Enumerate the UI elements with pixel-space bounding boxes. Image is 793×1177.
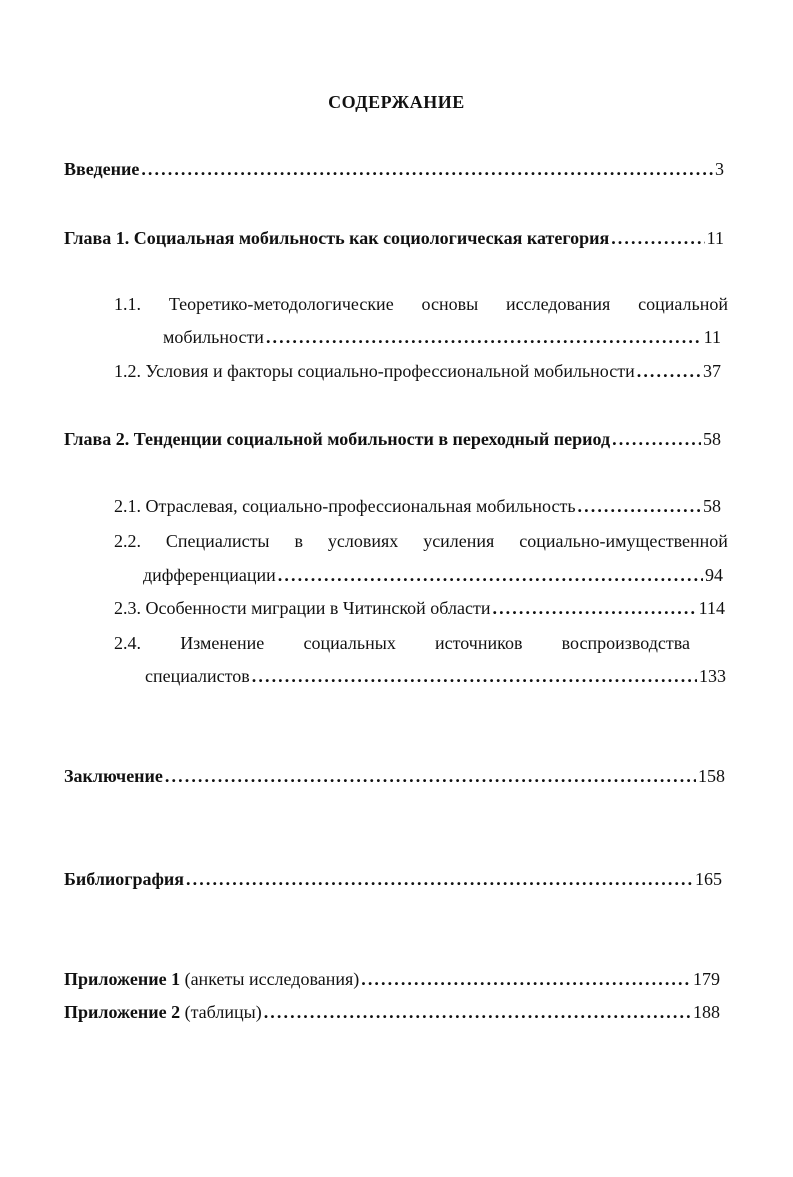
toc-entry-bibliography[interactable] xyxy=(64,868,722,890)
toc-entry-2-3[interactable] xyxy=(114,597,725,619)
toc-page-number: 158 xyxy=(698,766,725,786)
toc-page-number: 94 xyxy=(705,565,723,585)
toc-word: социальной xyxy=(638,294,728,314)
toc-word: социально-имущественной xyxy=(519,531,728,551)
toc-leader xyxy=(141,158,713,180)
toc-label: Библиография xyxy=(64,869,185,889)
toc-label-rest: (анкеты исследования) xyxy=(180,969,360,989)
toc-page-number: 114 xyxy=(698,598,725,618)
toc-word: воспроизводства xyxy=(561,633,690,653)
toc-label xyxy=(64,1001,262,1023)
toc-entry-1-1-line2[interactable] xyxy=(163,326,721,348)
toc-page-number: 37 xyxy=(703,361,721,381)
toc-word: Специалисты xyxy=(165,531,270,551)
toc-page-number: 3 xyxy=(715,159,724,179)
toc-label: Введение xyxy=(64,159,140,179)
toc-word: условиях xyxy=(327,531,399,551)
toc-leader xyxy=(637,360,701,382)
toc-leader xyxy=(165,765,696,787)
toc-label-bold: Приложение 2 xyxy=(64,1002,181,1022)
toc-page-number: 11 xyxy=(706,228,724,248)
toc-entry-2-1[interactable] xyxy=(114,495,721,517)
toc-leader xyxy=(492,597,696,619)
toc-entry-1-2[interactable] xyxy=(114,360,721,382)
toc-entry-intro[interactable] xyxy=(64,158,724,180)
toc-leader xyxy=(264,1001,691,1023)
toc-entry-2-4-line1[interactable] xyxy=(114,632,690,654)
toc-entry-chapter-2[interactable] xyxy=(64,428,721,450)
toc-page-number: 188 xyxy=(693,1002,720,1022)
toc-label: 2.3. Особенности миграции в Читинской области xyxy=(114,598,491,618)
toc-label: мобильности xyxy=(163,327,264,347)
toc-label: 2.1. Отраслевая, социально-профессиональная мобильность xyxy=(114,496,576,516)
toc-entry-2-2-line2[interactable] xyxy=(143,564,723,586)
toc-word: исследования xyxy=(505,294,611,314)
toc-section-number: 2.4. xyxy=(114,633,141,653)
toc-leader xyxy=(266,326,702,348)
toc-section-number: 2.2. xyxy=(114,531,141,551)
toc-leader xyxy=(611,227,704,249)
toc-leader xyxy=(612,428,701,450)
toc-word: Изменение xyxy=(180,633,265,653)
toc-label xyxy=(64,968,359,990)
toc-word: Теоретико-методологические xyxy=(168,294,394,314)
toc-entry-2-2-line1[interactable] xyxy=(114,530,728,552)
toc-word: источников xyxy=(435,633,523,653)
toc-leader xyxy=(361,968,691,990)
toc-label: 1.2. Условия и факторы социально-профессиональной мобильности xyxy=(114,361,635,381)
toc-label-rest: (таблицы) xyxy=(180,1002,262,1022)
toc-leader xyxy=(252,665,697,687)
toc-entry-appendix-2[interactable] xyxy=(64,1001,720,1023)
page-title: СОДЕРЖАНИЕ xyxy=(328,92,465,112)
toc-page-number: 165 xyxy=(695,869,722,889)
toc-word: в xyxy=(294,531,303,551)
toc-entry-conclusion[interactable] xyxy=(64,765,725,787)
toc-leader xyxy=(186,868,693,890)
toc-entry-1-1-line1[interactable] xyxy=(114,293,728,315)
toc-label: Глава 1. Социальная мобильность как социологическая категория xyxy=(64,228,610,248)
toc-label: Глава 2. Тенденции социальной мобильности в переходный период xyxy=(64,429,611,449)
toc-label-bold: Приложение 1 xyxy=(64,969,181,989)
toc-label: специалистов xyxy=(145,666,250,686)
toc-page-number: 58 xyxy=(703,429,721,449)
toc-label: Заключение xyxy=(64,766,163,786)
toc-section-number: 1.1. xyxy=(114,294,141,314)
toc-leader xyxy=(278,564,703,586)
toc-page-number: 58 xyxy=(703,496,721,516)
toc-word: усиления xyxy=(423,531,495,551)
toc-leader xyxy=(578,495,701,517)
toc-entry-chapter-1[interactable] xyxy=(64,227,724,249)
toc-entry-2-4-line2[interactable] xyxy=(145,665,726,687)
toc-label: дифференциации xyxy=(143,565,276,585)
toc-entry-appendix-1[interactable] xyxy=(64,968,720,990)
toc-word: социальных xyxy=(303,633,396,653)
toc-page-number: 179 xyxy=(693,969,720,989)
toc-page-number: 11 xyxy=(703,327,721,347)
toc-word: основы xyxy=(421,294,479,314)
toc-page-number: 133 xyxy=(699,666,726,686)
